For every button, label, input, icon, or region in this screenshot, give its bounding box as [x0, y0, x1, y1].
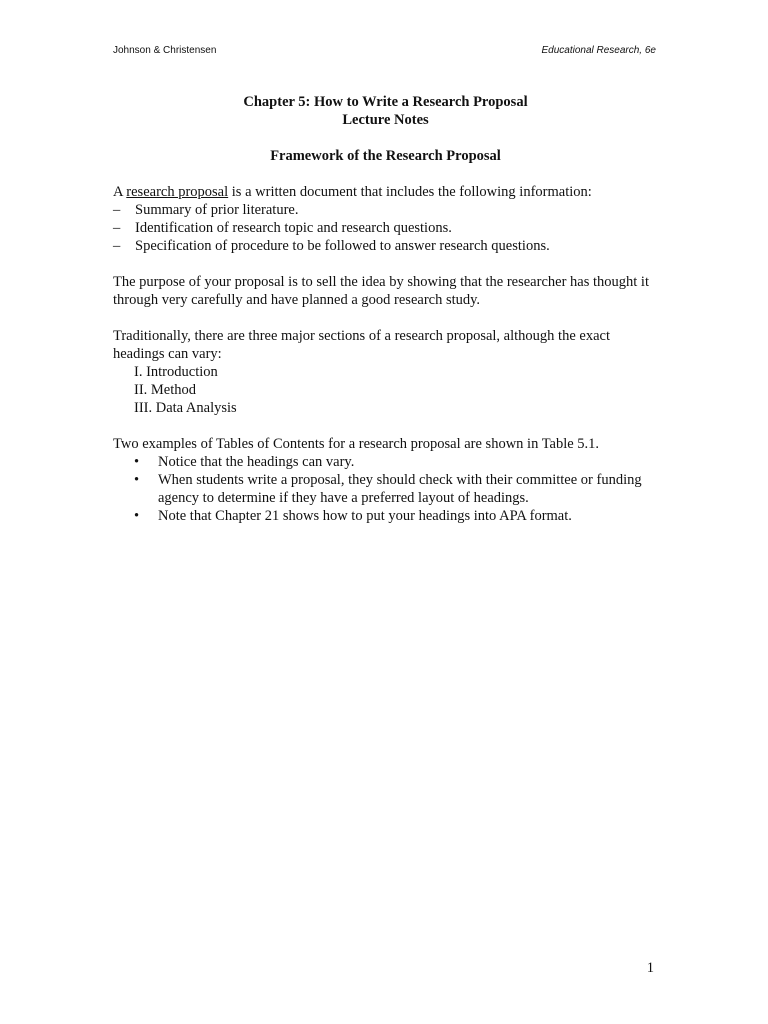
definition-suffix: is a written document that includes the following information: [228, 184, 592, 200]
list-item: – Specification of procedure to be followed to answer research questions. [113, 237, 658, 255]
definition-block [113, 183, 658, 255]
subtitle: Lecture Notes [342, 112, 429, 128]
sections-block [113, 327, 658, 417]
section-heading: Framework of the Research Proposal [270, 148, 501, 164]
list-item: III. Data Analysis [134, 400, 237, 416]
examples-list [113, 453, 658, 525]
chapter-title: Chapter 5: How to Write a Research Proposal [243, 94, 528, 110]
information-list [113, 201, 658, 255]
running-header-authors: Johnson & Christensen [113, 45, 217, 56]
list-item: II. Method [134, 382, 197, 398]
list-item: • When students write a proposal, they should check with their committee or funding agency to determine if they have a preferred layout of headings. [113, 471, 658, 507]
definition-sentence [113, 183, 658, 201]
list-item: – Summary of prior literature. [113, 201, 658, 219]
document-body [113, 93, 658, 525]
page-number: 1 [646, 960, 654, 976]
examples-intro: Two examples of Tables of Contents for a research proposal are shown in Table 5.1. [113, 436, 600, 452]
running-header-book-title: Educational Research, 6e [541, 45, 656, 56]
title-block [113, 93, 658, 129]
definition-prefix: A [113, 184, 127, 200]
list-item: • Notice that the headings can vary. [113, 453, 658, 471]
key-term-research-proposal: research proposal [126, 184, 229, 200]
sections-intro: Traditionally, there are three major sections of a research proposal, although the exact headings can vary: [113, 328, 610, 362]
sections-list [113, 363, 658, 417]
list-item: • Note that Chapter 21 shows how to put your headings into APA format. [113, 507, 658, 525]
list-item: – Identification of research topic and research questions. [113, 219, 658, 237]
purpose-paragraph: The purpose of your proposal is to sell the idea by showing that the researcher has thought it through very carefully and have planned a good research study. [113, 274, 649, 308]
examples-block [113, 435, 658, 525]
list-item: I. Introduction [134, 364, 218, 380]
